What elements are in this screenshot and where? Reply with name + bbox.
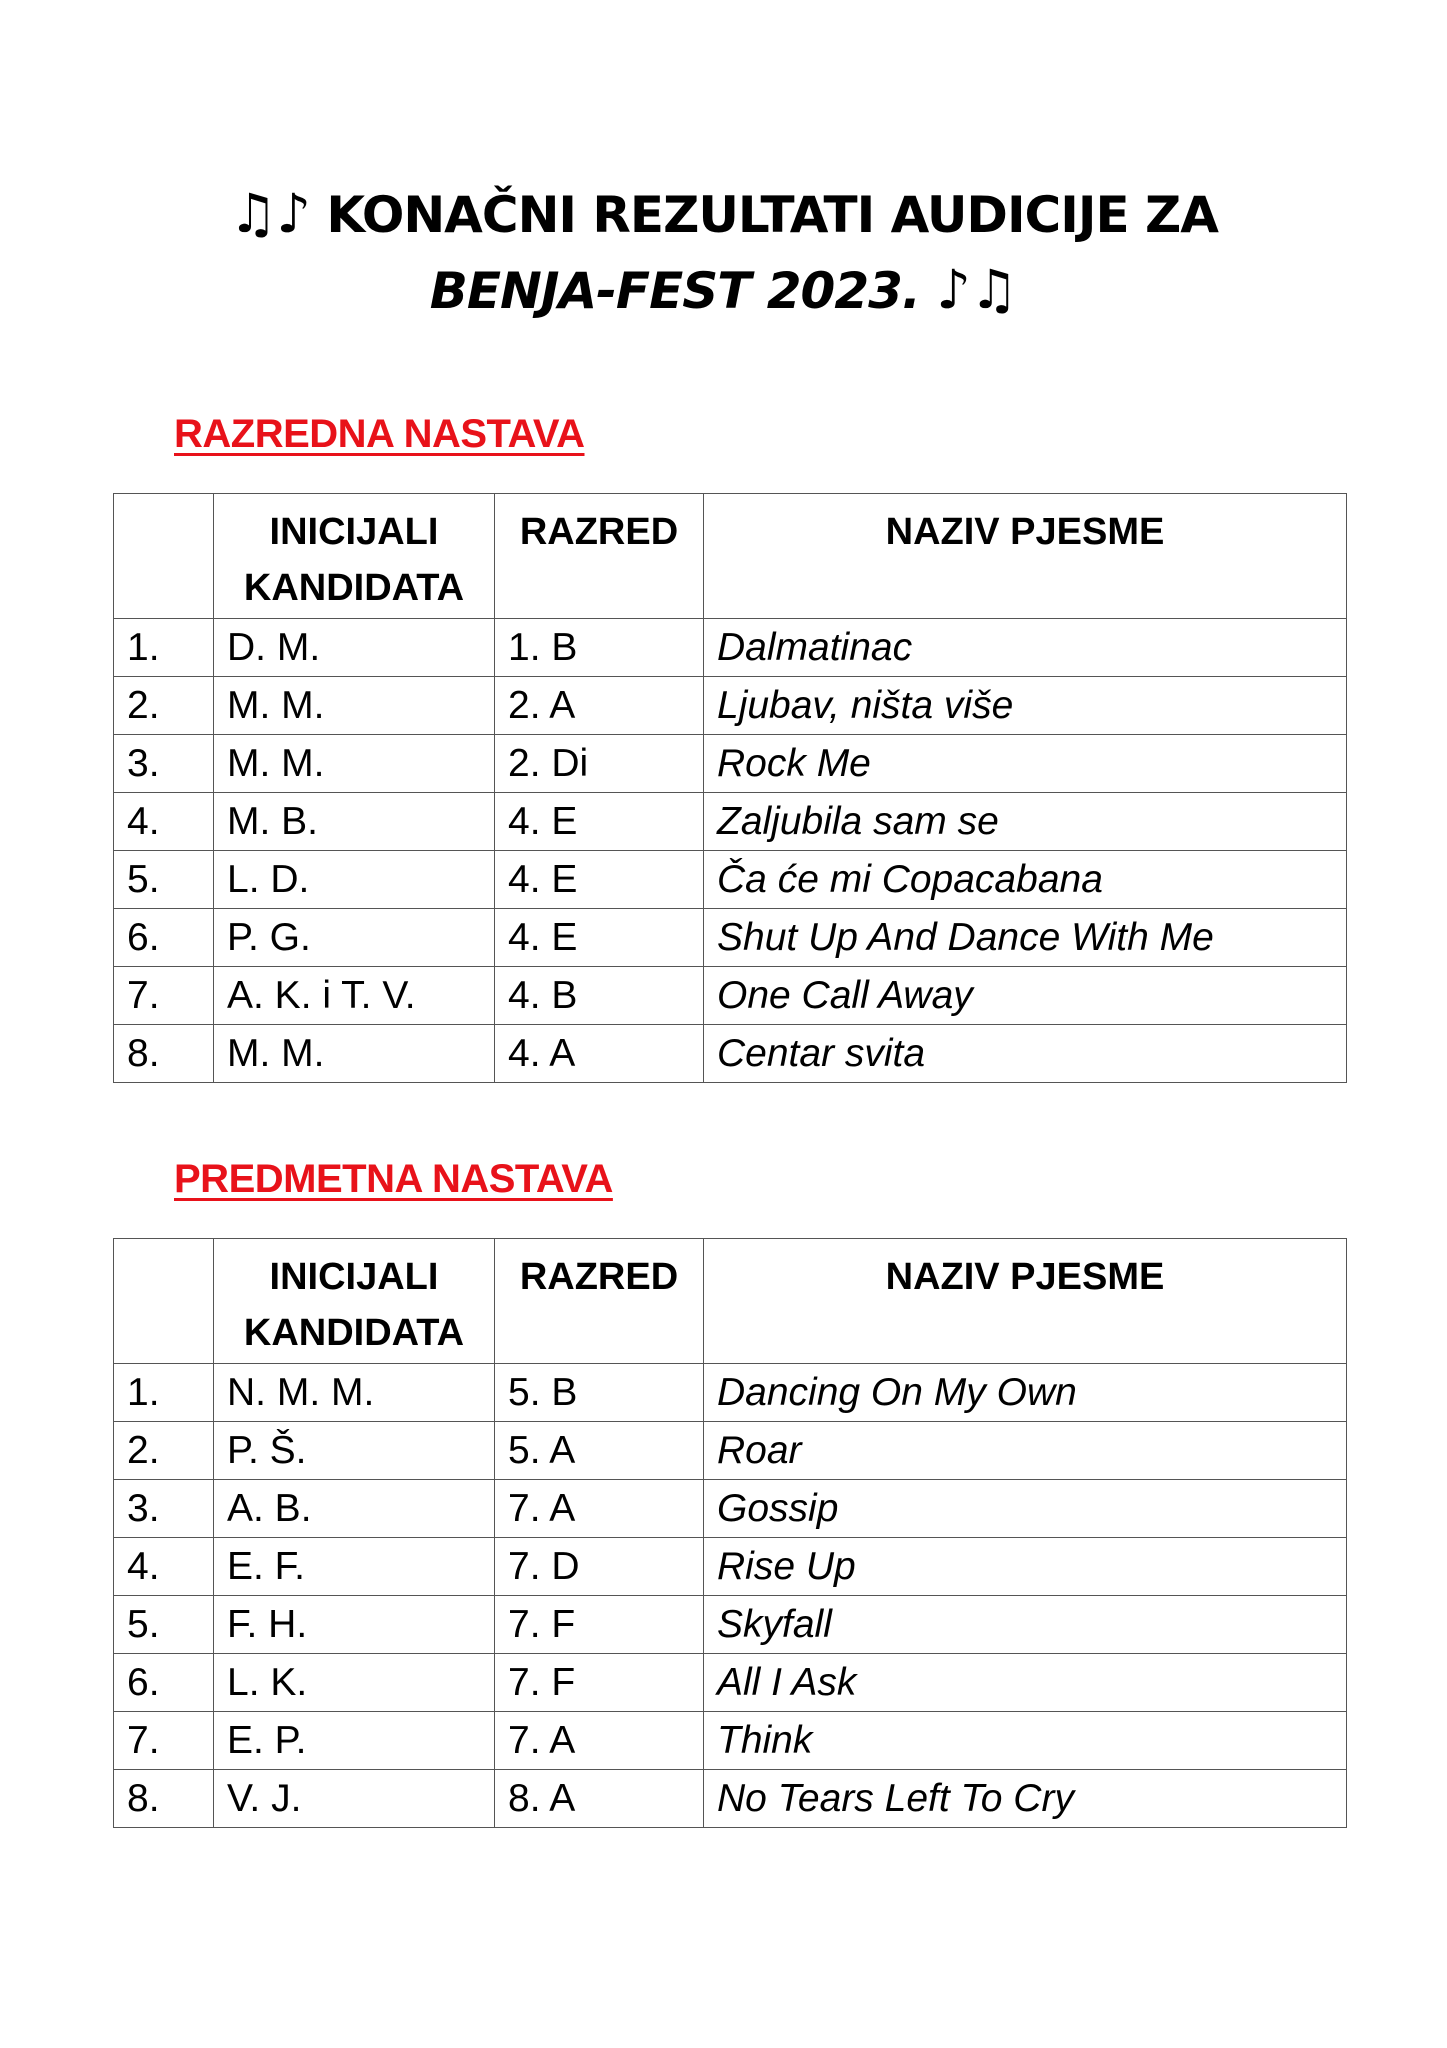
candidate-initials: N. M. M. xyxy=(214,1364,495,1422)
row-number: 2. xyxy=(114,677,214,735)
class-name: 2. A xyxy=(495,677,704,735)
table-row xyxy=(114,851,1347,909)
row-number: 8. xyxy=(114,1025,214,1083)
class-name: 7. A xyxy=(495,1712,704,1770)
document-title-line-2 xyxy=(0,258,1447,321)
table-row xyxy=(114,1596,1347,1654)
song-title: Rise Up xyxy=(704,1538,1347,1596)
table-row xyxy=(114,677,1347,735)
row-number: 7. xyxy=(114,967,214,1025)
candidate-initials: E. P. xyxy=(214,1712,495,1770)
section-heading-razredna: RAZREDNA NASTAVA xyxy=(174,412,585,456)
song-title: Centar svita xyxy=(704,1025,1347,1083)
table-row xyxy=(114,967,1347,1025)
section-heading-predmetna: PREDMETNA NASTAVA xyxy=(174,1157,613,1201)
candidate-initials: P. Š. xyxy=(214,1422,495,1480)
candidate-initials: M. M. xyxy=(214,1025,495,1083)
song-title: Dancing On My Own xyxy=(704,1364,1347,1422)
table-row xyxy=(114,909,1347,967)
row-number: 8. xyxy=(114,1770,214,1828)
header-class: RAZRED xyxy=(495,1239,704,1364)
row-number: 5. xyxy=(114,1596,214,1654)
header-initials: INICIJALI KANDIDATA xyxy=(214,1239,495,1364)
class-name: 7. D xyxy=(495,1538,704,1596)
row-number: 3. xyxy=(114,735,214,793)
song-title: Shut Up And Dance With Me xyxy=(704,909,1347,967)
document-title-line-1 xyxy=(0,182,1447,245)
table-row xyxy=(114,1538,1347,1596)
candidate-initials: M. B. xyxy=(214,793,495,851)
class-name: 4. E xyxy=(495,909,704,967)
table-row xyxy=(114,1654,1347,1712)
candidate-initials: D. M. xyxy=(214,619,495,677)
table-row xyxy=(114,1025,1347,1083)
header-song: NAZIV PJESME xyxy=(704,1239,1347,1364)
candidate-initials: M. M. xyxy=(214,677,495,735)
table-row xyxy=(114,1770,1347,1828)
song-title: No Tears Left To Cry xyxy=(704,1770,1347,1828)
candidate-initials: M. M. xyxy=(214,735,495,793)
class-name: 4. B xyxy=(495,967,704,1025)
table-row xyxy=(114,1422,1347,1480)
table-row xyxy=(114,1364,1347,1422)
candidate-initials: L. K. xyxy=(214,1654,495,1712)
candidate-initials: V. J. xyxy=(214,1770,495,1828)
class-name: 1. B xyxy=(495,619,704,677)
candidate-initials: E. F. xyxy=(214,1538,495,1596)
song-title: Think xyxy=(704,1712,1347,1770)
row-number: 1. xyxy=(114,619,214,677)
song-title: Skyfall xyxy=(704,1596,1347,1654)
header-class: RAZRED xyxy=(495,494,704,619)
row-number: 6. xyxy=(114,909,214,967)
class-name: 7. F xyxy=(495,1654,704,1712)
table-header-row xyxy=(114,1239,1347,1364)
song-title: One Call Away xyxy=(704,967,1347,1025)
class-name: 8. A xyxy=(495,1770,704,1828)
table-header-row xyxy=(114,494,1347,619)
row-number: 1. xyxy=(114,1364,214,1422)
candidate-initials: L. D. xyxy=(214,851,495,909)
song-title: Zaljubila sam se xyxy=(704,793,1347,851)
song-title: Dalmatinac xyxy=(704,619,1347,677)
results-table-predmetna xyxy=(113,1238,1347,1828)
header-number xyxy=(114,494,214,619)
header-initials: INICIJALI KANDIDATA xyxy=(214,494,495,619)
header-song: NAZIV PJESME xyxy=(704,494,1347,619)
row-number: 4. xyxy=(114,1538,214,1596)
table-row xyxy=(114,619,1347,677)
title-text: KONAČNI REZULTATI AUDICIJE ZA xyxy=(326,186,1218,244)
song-title: Rock Me xyxy=(704,735,1347,793)
table-row xyxy=(114,1712,1347,1770)
class-name: 4. A xyxy=(495,1025,704,1083)
class-name: 7. F xyxy=(495,1596,704,1654)
song-title: Ljubav, ništa više xyxy=(704,677,1347,735)
music-notes-icon: ♫♪ xyxy=(229,182,310,245)
song-title: Roar xyxy=(704,1422,1347,1480)
candidate-initials: F. H. xyxy=(214,1596,495,1654)
results-table-razredna xyxy=(113,493,1347,1083)
row-number: 6. xyxy=(114,1654,214,1712)
class-name: 4. E xyxy=(495,793,704,851)
candidate-initials: A. K. i T. V. xyxy=(214,967,495,1025)
song-title: Gossip xyxy=(704,1480,1347,1538)
class-name: 5. A xyxy=(495,1422,704,1480)
candidate-initials: A. B. xyxy=(214,1480,495,1538)
row-number: 3. xyxy=(114,1480,214,1538)
class-name: 4. E xyxy=(495,851,704,909)
row-number: 2. xyxy=(114,1422,214,1480)
row-number: 5. xyxy=(114,851,214,909)
header-number xyxy=(114,1239,214,1364)
row-number: 7. xyxy=(114,1712,214,1770)
class-name: 7. A xyxy=(495,1480,704,1538)
table-row xyxy=(114,793,1347,851)
table-row xyxy=(114,1480,1347,1538)
music-notes-icon: ♪♫ xyxy=(936,258,1018,321)
song-title: All I Ask xyxy=(704,1654,1347,1712)
candidate-initials: P. G. xyxy=(214,909,495,967)
event-name: BENJA-FEST 2023. xyxy=(429,262,920,320)
class-name: 5. B xyxy=(495,1364,704,1422)
song-title: Ča će mi Copacabana xyxy=(704,851,1347,909)
row-number: 4. xyxy=(114,793,214,851)
class-name: 2. Di xyxy=(495,735,704,793)
table-row xyxy=(114,735,1347,793)
